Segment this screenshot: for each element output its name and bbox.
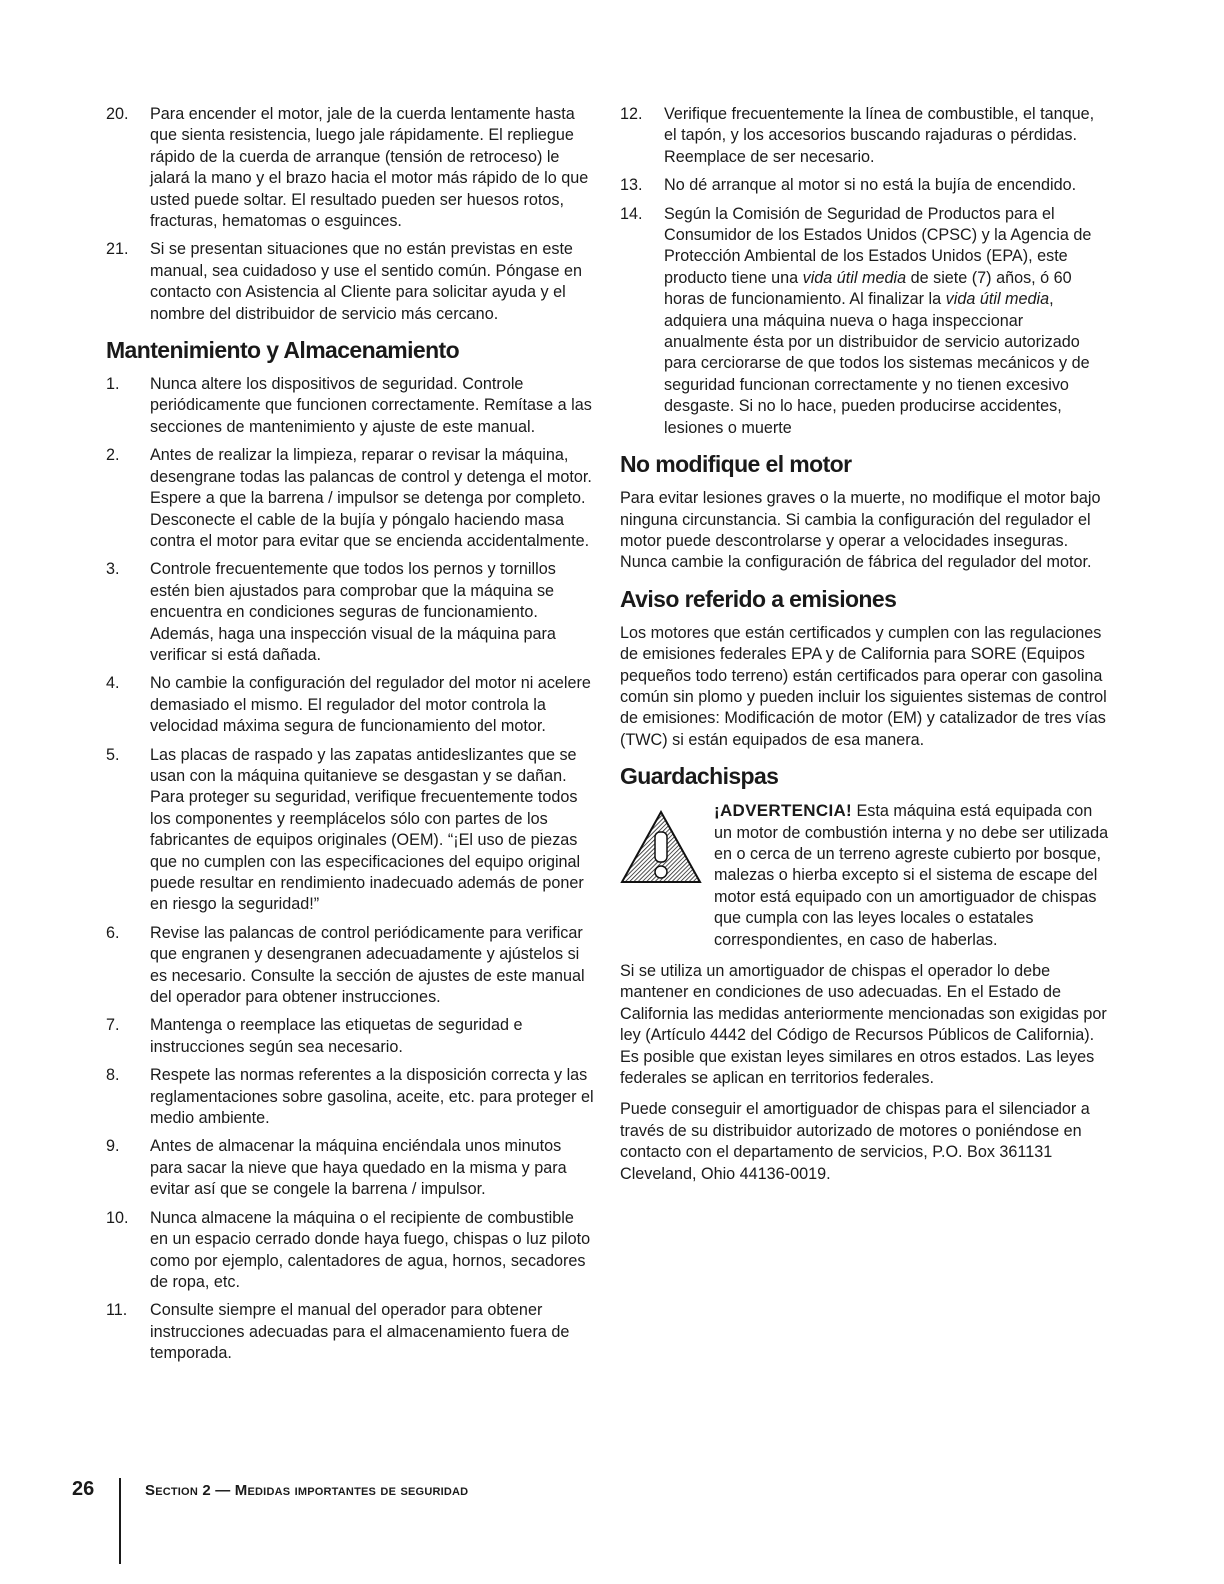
list-item [106,745,596,916]
item-text: Mantenga o reemplace las etiquetas de seguridad e instrucciones según sea necesario. [150,1016,523,1056]
emissions-heading: Aviso referido a emisiones [620,585,897,612]
spark-paragraph: Puede conseguir el amortiguador de chispas para el silenciador a través de su distribuidor autorizado de motores o poniéndose en contacto con el departamento de servicios, P.O. Box 361131 Cleveland, Ohio 44136-0019. [620,1100,1090,1183]
item-text [664,204,1110,439]
list-item [620,204,1110,439]
item-number: 1. [106,375,120,394]
item-number: 21. [106,240,129,259]
item-number: 14. [620,204,643,223]
item-text-part: Según la Comisión de Seguridad de Productos para el Consumidor de los Estados Unidos (CPSC) y la Agencia de Protección Ambiental de los Estados Unidos (EPA), este producto tiene una [664,204,1092,287]
item-text-part: de siete (7) años, ó 60 horas de funcionamiento. Al finalizar la [664,268,1072,309]
item-number: 11. [106,1301,128,1320]
emissions-paragraph: Los motores que están certificados y cumplen con las regulaciones de emisiones federales EPA y de California para SORE (Equipos pequeños todo terreno) están certificados para operar con gasolina común sin plomo y pueden incluir los siguientes sistemas de control de emisiones: Modificación de motor (EM) y catalizador de tres vías (TWC) si están equipados de esa manera. [620,623,1107,749]
item-text: Para encender el motor, jale de la cuerda lentamente hasta que sienta resistencia, luego jale rápidamente. El repliegue rápido de la cuerda de arranque (tensión de retroceso) le jalará la mano y el brazo hacia el motor más rápido de lo que usted puede soltar. El resultado pueden ser huesos rotos, fracturas, hematomas o esguinces. [150,105,589,231]
page-number: 26 [72,1478,95,1500]
item-text: Respete las normas referentes a la disposición correcta y las reglamentaciones sobre gasolina, aceite, etc. para proteger el medio ambiente. [150,1066,594,1128]
list-item [620,175,1110,196]
list-item [620,104,1110,168]
item-number: 7. [106,1016,120,1035]
warning-triangle-icon [620,810,702,884]
emphasis-text: vida útil media [945,290,1050,309]
item-text: Consulte siempre el manual del operador para obtener instrucciones adecuadas para el almacenamiento fuera de temporada. [150,1301,570,1363]
engine-heading: No modifique el motor [620,451,852,478]
list-item [106,673,596,737]
spark-heading: Guardachispas [620,763,779,790]
spark-paragraph: Si se utiliza un amortiguador de chispas el operador lo debe mantener en condiciones de uso adecuadas. En el Estado de California las medidas anteriormente mencionadas son exigidas por ley (Artículo 4442 del Código de Recursos Públicos de California). Es posible que existan leyes similares en otros estados. Las leyes federales se aplican en territorios federales. [620,962,1107,1088]
item-text: No dé arranque al motor si no está la bujía de encendido. [664,176,1077,195]
list-item [106,374,596,438]
right-column [620,104,1110,1195]
footer-divider [119,1478,121,1564]
item-number: 10. [106,1208,129,1227]
list-item [106,1208,596,1294]
item-text: Nunca altere los dispositivos de seguridad. Controle periódicamente que funcionen correctamente. Remítase a las secciones de mantenimiento y ajuste de este manual. [150,375,592,436]
list-item [106,1136,596,1200]
item-number: 5. [106,745,120,764]
item-number: 13. [620,176,643,195]
maintenance-heading: Mantenimiento y Almacenamiento [106,337,460,364]
item-text: Antes de realizar la limpieza, reparar o revisar la máquina, desengrane todas las palancas de control y detenga el motor. Espere a que la barrena / impulsor se detenga por completo. Desconecte el cable de la bujía y póngalo haciendo masa contra el motor para evitar que se encienda accidentalmente. [150,446,592,550]
list-item [106,239,596,325]
warning-block [620,800,1110,951]
item-text: No cambie la configuración del regulador del motor ni acelere demasiado el mismo. El regulador del motor controla la velocidad máxima segura de funcionamiento del motor. [150,674,591,736]
item-number: 9. [106,1137,120,1156]
emphasis-text: vida útil media [802,268,907,287]
list-item [106,923,596,1009]
list-item [106,104,596,232]
item-text: Si se presentan situaciones que no están previstas en este manual, sea cuidadoso y use el sentido común. Póngase en contacto con Asistencia al Cliente para solicitar ayuda y el nombre del distribuidor de servicio más cercano. [150,240,582,323]
item-number: 3. [106,560,120,579]
item-number: 6. [106,923,120,942]
item-number: 8. [106,1066,120,1085]
item-text-part: , adquiera una máquina nueva o haga inspeccionar anualmente ésta por un distribuidor de servicio autorizado para cerciorarse de que todos los sistemas mecánicos y de seguridad funcionan correctamente y no tienen excesivo desgaste. Si no lo hace, pueden producirse accidentes, lesiones o muerte [664,290,1090,437]
item-text: Las placas de raspado y las zapatas antideslizantes que se usan con la máquina quitanieve se desgastan y se dañan. Para proteger su seguridad, verifique frecuentemente todos los componentes y reemplácelos sólo con partes de los fabricantes de equipos originales (OEM). “¡El uso de piezas que no cumplen con las especificaciones del equipo original puede resultar en rendimiento inadecuado además de poner en riesgo la seguridad!” [150,745,584,914]
item-number: 2. [106,446,120,465]
item-text: Nunca almacene la máquina o el recipiente de combustible en un espacio cerrado donde haya fuego, chispas o luz piloto como por ejemplo, calentadores de agua, hornos, secadores de ropa, etc. [150,1208,591,1291]
list-item [106,559,596,666]
list-item [106,1015,596,1058]
item-text: Controle frecuentemente que todos los pernos y tornillos estén bien ajustados para comprobar que la máquina se encuentra en condiciones seguras de funcionamiento. Además, haga una inspección visual de la máquina para verificar si está dañada. [150,560,556,664]
item-text: Verifique frecuentemente la línea de combustible, el tanque, el tapón, y los accesorios buscando rajaduras o pérdidas. Reemplace de ser necesario. [664,105,1095,166]
list-item [106,1065,596,1129]
list-item [106,1300,596,1364]
left-column [106,104,596,1372]
warning-title: ¡ADVERTENCIA! [714,801,853,821]
item-number: 4. [106,674,120,693]
list-item [106,445,596,552]
engine-paragraph: Para evitar lesiones graves o la muerte, no modifique el motor bajo ninguna circunstancia. Si cambia la configuración del regulador el motor puede descontrolarse y operar a velocidades inseguras. Nunca cambie la configuración de fábrica del regulador del motor. [620,489,1101,572]
item-number: 12. [620,105,643,123]
warning-text: Esta máquina está equipada con un motor de combustión interna y no debe ser utilizada en o cerca de un terreno agreste cubierto por bosque, malezas o hierba excepto si el sistema de escape del motor está equipado con un amortiguador de chispas que cumpla con las leyes locales o estatales correspondientes, en caso de haberlas. [714,802,1109,949]
item-text: Revise las palancas de control periódicamente para verificar que engranen y desengranen adecuadamente y ajústelos si es necesario. Consulte la sección de ajustes de este manual del operador para obtener instrucciones. [150,923,585,1007]
section-title: Section 2 — Medidas importantes de seguridad [145,1482,469,1499]
item-number: 20. [106,105,129,123]
item-text: Antes de almacenar la máquina enciéndala unos minutos para sacar la nieve que haya quedado en la misma y para evitar así que se congele la barrena / impulsor. [150,1137,567,1199]
